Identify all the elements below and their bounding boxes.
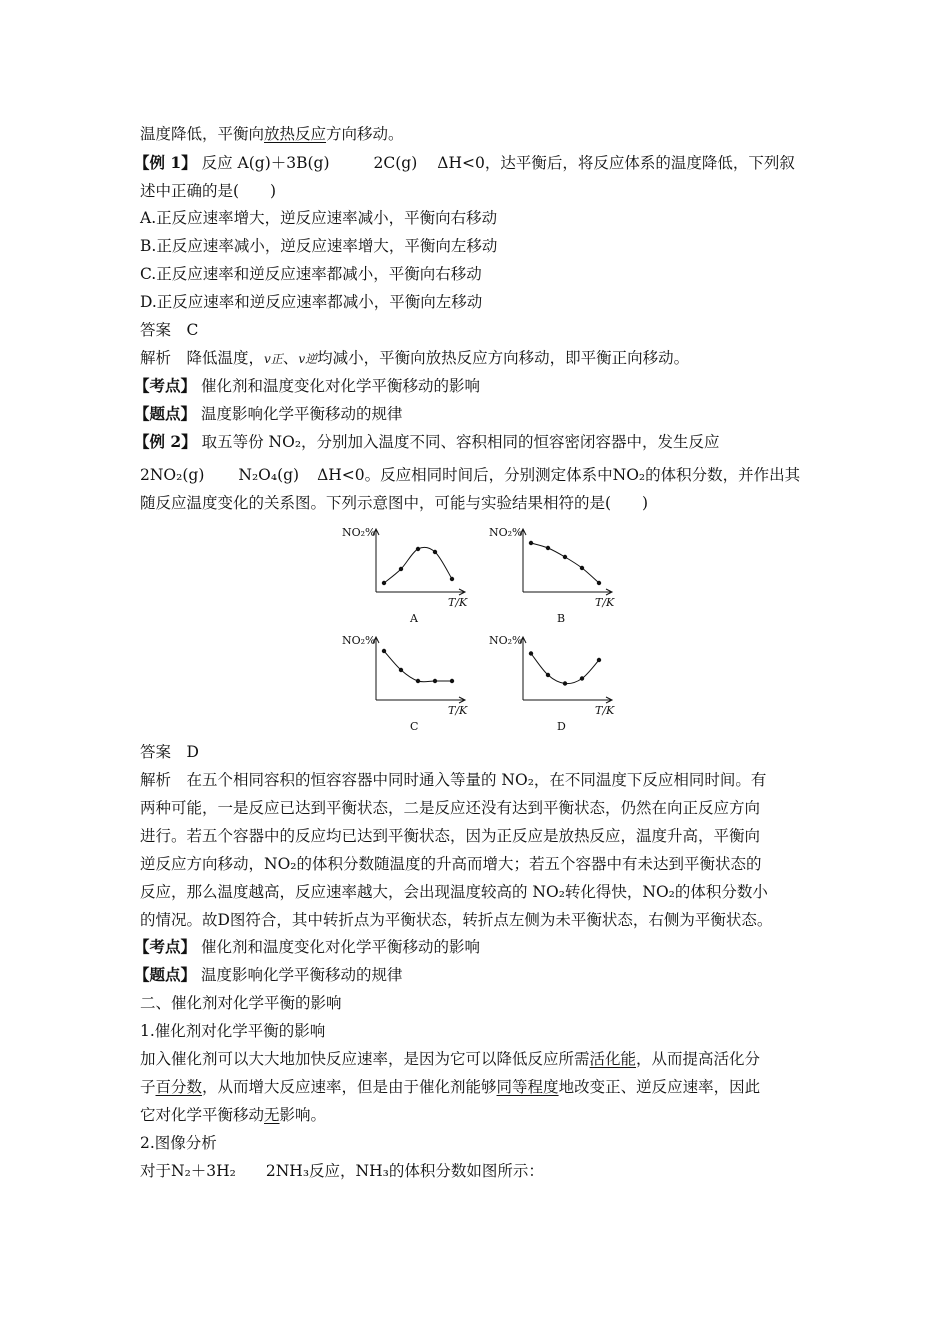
- text: 方向移动。: [326, 125, 404, 143]
- data-point-1: [382, 649, 386, 653]
- tag: 【题点】: [134, 404, 197, 423]
- last-line: [140, 1160, 544, 1182]
- answer-1: 答案 C: [140, 321, 199, 339]
- data-point-1: [382, 581, 386, 585]
- data-point-3: [416, 679, 420, 683]
- example-2-stem-3: 随反应温度变化的关系图。下列示意图中，可能与实验结果相符的是( ): [140, 494, 649, 512]
- tidian-1: [134, 403, 402, 425]
- y-axis-label: NO₂%: [342, 634, 376, 647]
- series-line: [384, 547, 452, 583]
- data-point-4: [580, 566, 584, 570]
- text: 解析 降低温度，: [140, 349, 265, 367]
- para-line-1: [140, 1048, 760, 1070]
- v-forward: v正: [264, 352, 283, 366]
- text: 温度影响化学平衡移动的规律: [200, 966, 403, 984]
- answer-2: 答案 D: [140, 743, 199, 761]
- analysis-2-line-3: 进行。若五个容器中的反应均已达到平衡状态，因为正反应是放热反应，温度升高，平衡向: [140, 827, 761, 845]
- underlined-term: 同等程度: [496, 1078, 559, 1096]
- text: ，从而提高活化分: [636, 1050, 761, 1068]
- tag: 【考点】: [134, 376, 197, 395]
- chart-caption: B: [557, 612, 566, 625]
- example-1-stem: [134, 152, 795, 174]
- tag: 【考点】: [134, 937, 197, 956]
- data-point-1: [529, 541, 533, 545]
- series-line: [531, 654, 599, 684]
- analysis-1: [140, 347, 689, 370]
- series-line: [531, 543, 599, 583]
- data-point-2: [399, 668, 403, 672]
- section-heading: 二、催化剂对化学平衡的影响: [140, 994, 342, 1012]
- data-point-4: [580, 676, 584, 680]
- data-point-4: [433, 679, 437, 683]
- text: 影响。: [279, 1106, 327, 1124]
- data-point-1: [529, 651, 533, 655]
- x-axis-label: T/K: [595, 704, 615, 717]
- text: 2NH₃反应，NH₃的体积分数如图所示：: [265, 1162, 544, 1180]
- y-axis-label: NO₂%: [489, 634, 523, 647]
- reaction-right: N₂O₄(g): [238, 466, 300, 484]
- chart-d: [485, 628, 615, 737]
- text: 催化剂和温度变化对化学平衡移动的影响: [200, 938, 480, 956]
- reaction-right: 2C(g): [373, 154, 418, 172]
- text: 温度降低，平衡向: [140, 125, 265, 143]
- para-line-3: [140, 1104, 326, 1126]
- data-point-5: [450, 577, 454, 581]
- analysis-2-line-6: 的情况。故D图符合，其中转折点为平衡状态，转折点左侧为未平衡状态，右侧为平衡状态。: [140, 911, 773, 929]
- chart-c: [338, 628, 468, 737]
- text: 、: [282, 349, 299, 367]
- line-heat-shift: [140, 123, 404, 145]
- data-point-5: [450, 679, 454, 683]
- text: 对于N₂＋3H₂: [140, 1162, 236, 1180]
- analysis-2-line-1: 解析 在五个相同容积的恒容容器中同时通入等量的 NO₂，在不同温度下反应相同时间。有: [140, 771, 767, 789]
- data-point-3: [563, 555, 567, 559]
- y-axis-label: NO₂%: [342, 526, 376, 539]
- analysis-2-line-4: 逆反应方向移动，NO₂的体积分数随温度的升高而增大；若五个容器中有未达到平衡状态的: [140, 855, 762, 873]
- underlined-term: 百分数: [155, 1078, 203, 1096]
- x-axis-label: T/K: [595, 596, 615, 609]
- reaction-left: 反应 A(g)＋3B(g): [201, 154, 330, 172]
- tag: 【题点】: [134, 965, 197, 984]
- data-point-5: [597, 658, 601, 662]
- text: 催化剂和温度变化对化学平衡移动的影响: [200, 377, 480, 395]
- data-point-3: [416, 547, 420, 551]
- reaction-left: 2NO₂(g): [140, 466, 205, 484]
- chart-caption: D: [557, 720, 566, 733]
- chart-caption: C: [410, 720, 419, 733]
- y-axis-label: NO₂%: [489, 526, 523, 539]
- v-reverse: v逆: [298, 352, 318, 366]
- text: ΔH<0，达平衡后，将反应体系的温度降低，下列叙: [437, 154, 795, 172]
- data-point-4: [433, 550, 437, 554]
- subheading-1: 1.催化剂对化学平衡的影响: [140, 1022, 326, 1040]
- para-line-2: [140, 1076, 760, 1098]
- example-2-stem: [134, 431, 720, 453]
- chart-caption: A: [410, 612, 418, 625]
- example-1-stem-2: 述中正确的是( ): [140, 182, 277, 200]
- option-b: B.正反应速率减小，逆反应速率增大，平衡向左移动: [140, 237, 498, 255]
- underlined-term: 放热反应: [264, 125, 327, 143]
- series-line: [384, 651, 452, 682]
- option-d: D.正反应速率和逆反应速率都减小，平衡向左移动: [140, 293, 483, 311]
- chart-a: [338, 520, 468, 629]
- text: 取五等份 NO₂，分别加入温度不同、容积相同的恒容密闭容器中，发生反应: [201, 433, 720, 451]
- data-point-2: [399, 567, 403, 571]
- data-point-5: [597, 581, 601, 585]
- subheading-2: 2.图像分析: [140, 1134, 217, 1152]
- x-axis-label: T/K: [448, 704, 468, 717]
- text: ，从而增大反应速率，但是由于催化剂能够: [202, 1078, 497, 1096]
- analysis-2-line-2: 两种可能，一是反应已达到平衡状态，二是反应还没有达到平衡状态，仍然在向正反应方向: [140, 799, 761, 817]
- x-axis-label: T/K: [448, 596, 468, 609]
- text: 温度影响化学平衡移动的规律: [200, 405, 403, 423]
- text: 均减小，平衡向放热反应方向移动，即平衡正向移动。: [317, 349, 690, 367]
- data-point-2: [546, 673, 550, 677]
- data-point-2: [546, 546, 550, 550]
- text: 地改变正、逆反应速率，因此: [558, 1078, 761, 1096]
- option-a: A.正反应速率增大，逆反应速率减小，平衡向右移动: [140, 209, 498, 227]
- underlined-term: 无: [264, 1106, 280, 1124]
- kaodian-1: [134, 375, 480, 397]
- chart-b: [485, 520, 615, 629]
- kaodian-2: [134, 936, 480, 958]
- data-point-3: [563, 681, 567, 685]
- option-c: C.正反应速率和逆反应速率都减小，平衡向右移动: [140, 265, 482, 283]
- text: 加入催化剂可以大大地加快反应速率，是因为它可以降低反应所需: [140, 1050, 590, 1068]
- analysis-2-line-5: 反应，那么温度越高，反应速率越大，会出现温度较高的 NO₂转化得快，NO₂的体积分数小: [140, 883, 768, 901]
- example-tag: 【例 1】: [134, 153, 197, 172]
- text: 它对化学平衡移动: [140, 1106, 265, 1124]
- example-2-stem-2: [140, 464, 800, 486]
- text: ΔH<0。反应相同时间后，分别测定体系中NO₂的体积分数，并作出其: [317, 466, 801, 484]
- example-tag: 【例 2】: [134, 432, 197, 451]
- text: 子: [140, 1078, 156, 1096]
- tidian-2: [134, 964, 402, 986]
- underlined-term: 活化能: [589, 1050, 637, 1068]
